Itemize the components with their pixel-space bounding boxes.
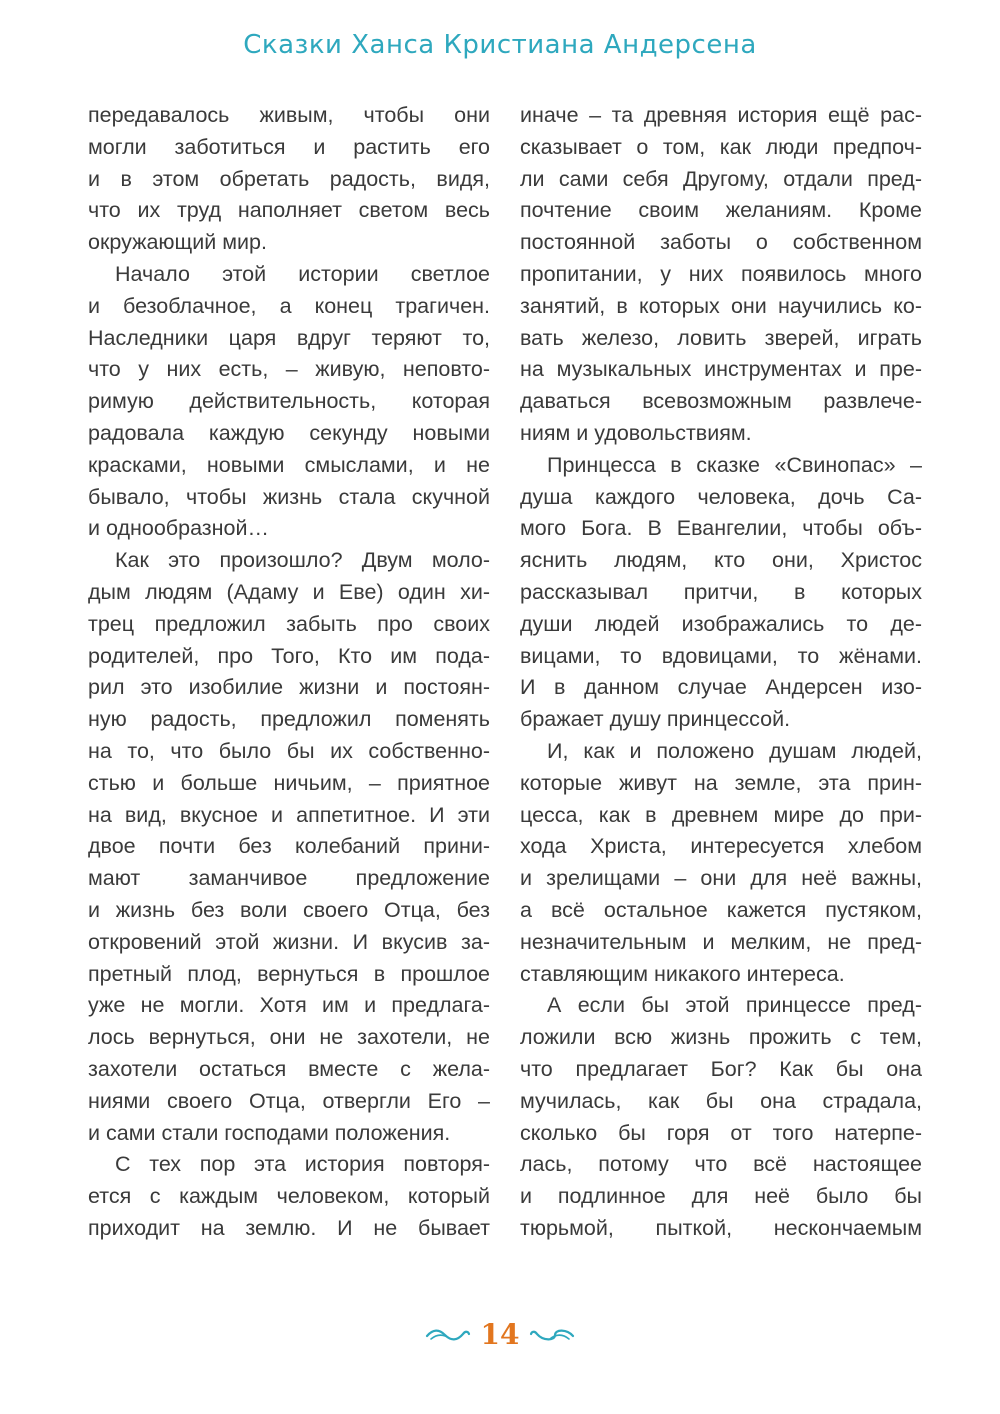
running-head: Сказки Ханса Кристиана Андерсена [243,30,757,60]
text-line: и сами стали господами положения. [88,1120,451,1145]
text-line: Начало этой истории светлое [115,261,490,286]
text-line: двое почти без колебаний прини- [88,834,490,859]
text-line: И, как и положено душам людей, [547,738,922,763]
text-line: мого Бога. В Евангелии, чтобы объ- [520,516,922,541]
text-line: бражает душу принцессой. [520,707,791,732]
text-line: ную радость, предложил поменять [88,707,490,732]
text-line: И в данном случае Андерсен изо- [520,675,922,700]
text-line: на музыкальных инструментах и пре- [520,357,922,382]
text-line: красками, новыми смыслами, и не [88,452,490,477]
text-line: трец предложил забыть про своих [88,611,490,636]
left-column [88,100,490,1245]
text-line: приходит на землю. И не бывает [88,1215,490,1240]
page-number: 14 [480,1318,520,1351]
text-line: души людей изображались то де- [520,611,922,636]
text-line: и однообразной… [88,516,269,541]
paragraph [520,990,922,1244]
text-line: ставляющим никакого интереса. [520,961,845,986]
text-line: ниями своего Отца, отвергли Его – [88,1088,490,1113]
left-swash-ornament-icon [425,1328,471,1342]
text-line: даваться всевозможным развлече- [520,389,922,414]
text-line: тюрьмой, пыткой, нескончаемым [520,1215,922,1240]
text-line: мучилась, как бы она страдала, [520,1088,922,1113]
text-line: римую действительность, которая [88,389,490,414]
text-line: передавалось живым, чтобы они [88,103,490,127]
text-line: сказывает о том, как люди предпоч- [520,134,922,159]
paragraph [520,100,922,450]
text-line: на то, что было бы их собственно- [88,738,490,763]
text-line: захотели остаться вместе с жела- [88,1056,490,1081]
paragraph [520,450,922,736]
paragraph [520,736,922,990]
text-line: радовала каждую секунду новыми [88,420,490,445]
text-line: что предлагает Бог? Как бы она [520,1056,922,1081]
text-line: постоянной заботы о собственном [520,230,922,255]
text-line: цесса, как в древнем мире до при- [520,802,922,827]
paragraph [88,1149,490,1244]
text-line: и жизнь без воли своего Отца, без [88,897,490,922]
text-line: Наследники царя вдруг теряют то, [88,325,490,350]
text-line: бывало, чтобы жизнь стала скучной [88,484,490,509]
text-line: ется с каждым человеком, который [88,1184,490,1209]
text-line: лась, потому что всё настоящее [520,1152,922,1177]
right-swash-ornament-icon [529,1328,575,1342]
text-line: претный плод, вернуться в прошлое [88,961,490,986]
text-line: ниям и удовольствиям. [520,420,752,445]
text-line: мают заманчивое предложение [88,866,490,891]
text-line: родителей, про Того, Кто им пода- [88,643,490,668]
right-column [520,100,922,1245]
text-line: а всё остальное кажется пустяком, [520,897,922,922]
text-line: Как это произошло? Двум моло- [115,548,490,573]
text-line: на вид, вкусное и аппетитное. И эти [88,802,490,827]
page-folio [0,1318,1000,1351]
text-line: С тех пор эта история повторя- [115,1152,490,1177]
text-line: и в этом обретать радость, видя, [88,166,490,191]
text-line: ли сами себя Другому, отдали пред- [520,166,922,191]
text-line: Принцесса в сказке «Свинопас» – [547,452,922,477]
text-line: и зрелищами – они для неё важны, [520,866,922,891]
text-line: вать железо, ловить зверей, играть [520,325,922,350]
text-line: и безоблачное, а конец трагичен. [88,293,490,318]
text-line: дым людям (Адаму и Еве) один хи- [88,579,490,604]
text-line: иначе – та древняя история ещё рас- [520,103,922,127]
text-line: уже не могли. Хотя им и предлага- [88,993,490,1018]
text-line: яснить людям, кто они, Христос [520,548,922,573]
text-line: что их труд наполняет светом весь [88,198,490,223]
text-line: сколько бы горя от того натерпе- [520,1120,922,1145]
paragraph [88,545,490,1149]
text-line: стью и больше ничьим, – приятное [88,770,490,795]
text-line: и подлинное для неё было бы [520,1184,922,1209]
text-line: незначительным и мелким, не пред- [520,929,922,954]
text-line: занятий, в которых они научились ко- [520,293,922,318]
text-line: лось вернуться, они не захотели, не [88,1025,490,1050]
text-line: вицами, то вдовицами, то жёнами. [520,643,922,668]
text-line: ложили всю жизнь прожить с тем, [520,1025,922,1050]
text-line: могли заботиться и растить его [88,134,490,159]
text-line: душа каждого человека, дочь Са- [520,484,922,509]
text-line: рассказывал притчи, в которых [520,579,922,604]
text-line: которые живут на земле, эта прин- [520,770,922,795]
text-line: пропитании, у них появилось много [520,261,922,286]
text-line: почтение своим желаниям. Кроме [520,198,922,223]
text-line: рил это изобилие жизни и постоян- [88,675,490,700]
text-line: откровений этой жизни. И вкусив за- [88,929,490,954]
text-line: окружающий мир. [88,230,267,255]
text-line: хода Христа, интересуется хлебом [520,834,922,859]
text-line: А если бы этой принцессе пред- [547,993,922,1018]
text-line: что у них есть, – живую, неповто- [88,357,490,382]
paragraph [88,259,490,545]
paragraph [88,100,490,259]
